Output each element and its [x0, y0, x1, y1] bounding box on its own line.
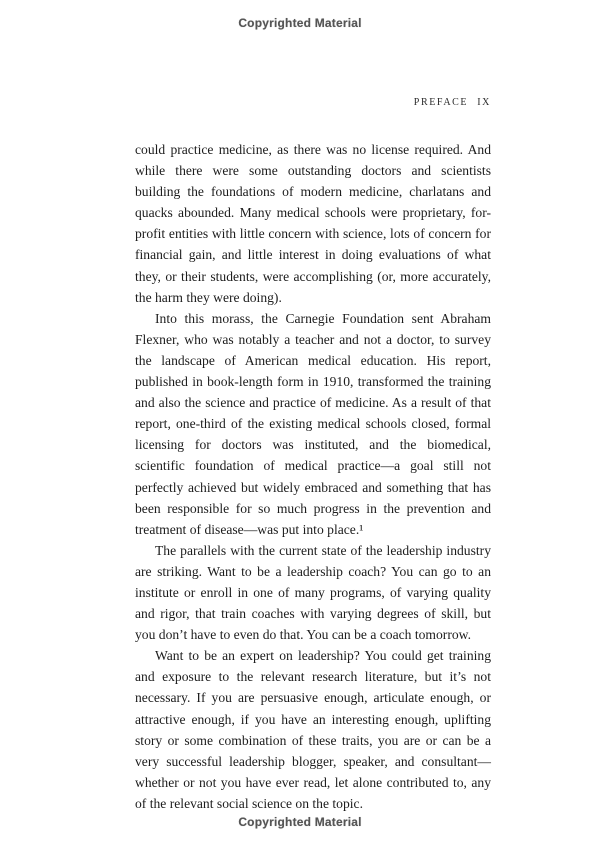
- page-text-block: [135, 139, 491, 814]
- copyright-notice-bottom: Copyrighted Material: [238, 815, 362, 829]
- running-header: PREFACE IX: [413, 97, 491, 108]
- paragraph-3: The parallels with the current state of the leadership industry are striking. Want to be a leadership coach? You can go to an institute or enroll in one of many programs, of varying quality and rigor, that train coaches with varying degrees of skill, but you don’t have to even do that. You can be a coach tomorrow.: [135, 542, 491, 643]
- paragraph-4: Want to be an expert on leadership? You could get training and exposure to the relevant research literature, but it’s not necessary. If you are persuasive enough, articulate enough, or attractive enough, if you have an interesting enough, uplifting story or some combination of these traits, you are or can be a very successful leadership blogger, speaker, and consultant—whether or not you have ever read, let alone contributed to, any of the relevant social science on the topic.: [135, 648, 491, 811]
- copyright-notice-top: Copyrighted Material: [238, 16, 362, 30]
- paragraph-1: could practice medicine, as there was no license required. And while there were some outstanding doctors and scientists building the foundations of modern medicine, charlatans and quacks abounded. Many medical schools were proprietary, for-profit entities with little concern with science, lots of concern for financial gain, and little interest in doing evaluations of what they, or their students, were accomplishing (or, more accurately, the harm they were doing).: [135, 142, 491, 305]
- paragraph-2: Into this morass, the Carnegie Foundation sent Abraham Flexner, who was notably a teacher and not a doctor, to survey the landscape of American medical education. His report, published in book-length form in 1910, transformed the training and also the science and practice of medicine. As a result of that report, one-third of the existing medical schools closed, formal licensing for doctors was instituted, and the biomedical, scientific foundation of medical practice—a goal still not perfectly achieved but widely embraced and something that has been responsible for so much progress in the prevention and treatment of disease—was put into place.¹: [135, 310, 491, 537]
